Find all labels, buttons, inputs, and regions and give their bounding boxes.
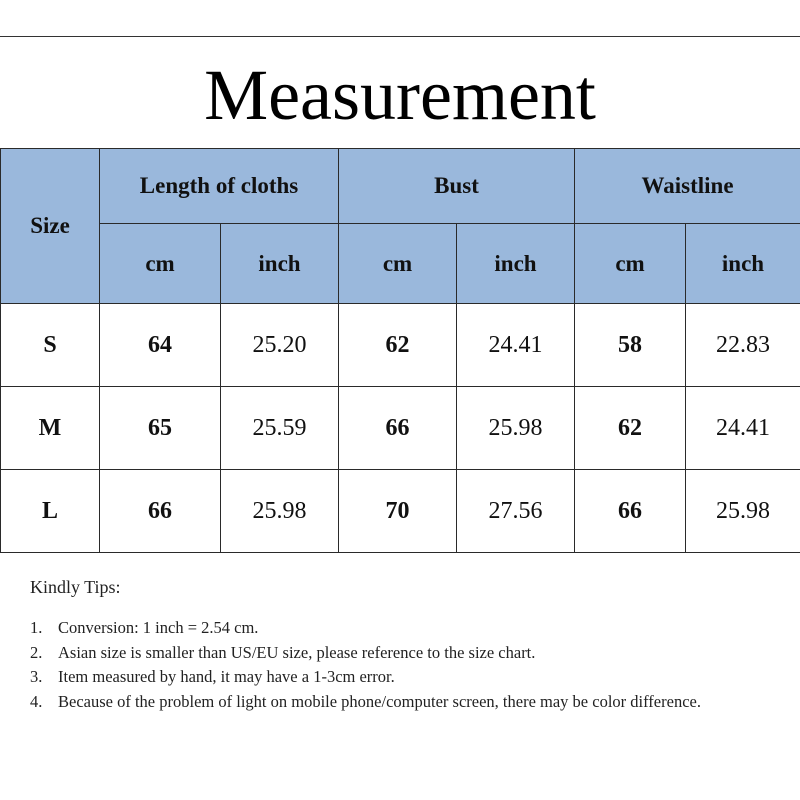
bust-group-header: Bust bbox=[339, 149, 575, 224]
value-cell: 25.98 bbox=[457, 387, 575, 470]
value-cell: 64 bbox=[100, 304, 221, 387]
size-cell: L bbox=[1, 470, 100, 553]
list-item-number: 1. bbox=[30, 618, 43, 637]
unit-header: inch bbox=[221, 224, 339, 304]
length-group-header: Length of cloths bbox=[100, 149, 339, 224]
size-chart-table bbox=[0, 148, 800, 553]
value-cell: 25.98 bbox=[686, 470, 800, 553]
value-cell: 62 bbox=[575, 387, 686, 470]
waistline-group-header: Waistline bbox=[575, 149, 800, 224]
value-cell: 25.20 bbox=[221, 304, 339, 387]
value-cell: 70 bbox=[339, 470, 457, 553]
unit-header: cm bbox=[339, 224, 457, 304]
list-item-text: Item measured by hand, it may have a 1-3cm error. bbox=[58, 667, 395, 686]
value-cell: 58 bbox=[575, 304, 686, 387]
value-cell: 22.83 bbox=[686, 304, 800, 387]
list-item-number: 4. bbox=[30, 691, 43, 711]
tips-section bbox=[30, 577, 770, 714]
unit-header: cm bbox=[575, 224, 686, 304]
size-cell: M bbox=[1, 387, 100, 470]
table-header-row bbox=[1, 149, 800, 224]
list-item-number: 3. bbox=[30, 667, 43, 686]
value-cell: 65 bbox=[100, 387, 221, 470]
list-item-text: Conversion: 1 inch = 2.54 cm. bbox=[58, 618, 259, 637]
value-cell: 66 bbox=[339, 387, 457, 470]
unit-header: inch bbox=[686, 224, 800, 304]
page-title: Measurement bbox=[204, 55, 596, 135]
value-cell: 24.41 bbox=[457, 304, 575, 387]
value-cell: 62 bbox=[339, 304, 457, 387]
value-cell: 24.41 bbox=[686, 387, 800, 470]
value-cell: 66 bbox=[575, 470, 686, 553]
list-item bbox=[30, 616, 770, 641]
size-column-header: Size bbox=[1, 149, 100, 304]
list-item-text: Because of the problem of light on mobile phone/computer screen, there may be color difference. bbox=[58, 691, 701, 711]
unit-header-row bbox=[1, 224, 800, 304]
table-row bbox=[1, 387, 800, 470]
tips-title: Kindly Tips: bbox=[30, 577, 121, 597]
unit-header: inch bbox=[457, 224, 575, 304]
unit-header: cm bbox=[100, 224, 221, 304]
value-cell: 25.59 bbox=[221, 387, 339, 470]
list-item-number: 2. bbox=[30, 642, 43, 662]
list-item bbox=[30, 665, 770, 690]
list-item-text: Asian size is smaller than US/EU size, please reference to the size chart. bbox=[58, 642, 536, 662]
value-cell: 25.98 bbox=[221, 470, 339, 553]
table-row bbox=[1, 304, 800, 387]
size-cell: S bbox=[1, 304, 100, 387]
value-cell: 27.56 bbox=[457, 470, 575, 553]
table-row bbox=[1, 470, 800, 553]
list-item bbox=[30, 641, 770, 666]
list-item bbox=[30, 690, 770, 715]
tips-list bbox=[30, 616, 770, 714]
value-cell: 66 bbox=[100, 470, 221, 553]
